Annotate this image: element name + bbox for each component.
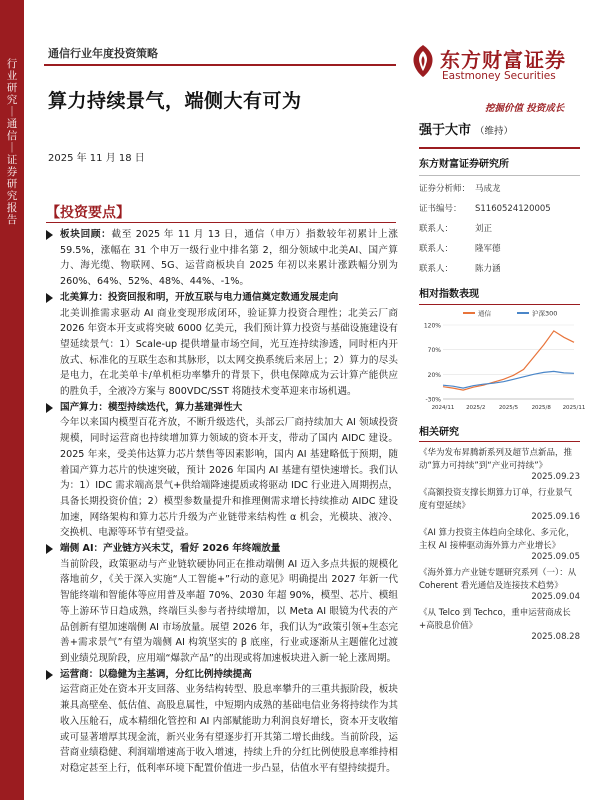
related-item-date: 2025.09.23 [531, 472, 580, 482]
related-item-date: 2025.08.28 [531, 632, 580, 642]
key-points-divider [46, 222, 396, 223]
y-tick-label: 20% [427, 371, 441, 379]
section-divider [419, 147, 580, 149]
related-item[interactable] [419, 567, 580, 602]
series-line-hs300 [443, 371, 574, 388]
bullet-icon [46, 230, 53, 240]
right-sidebar [419, 119, 586, 642]
thin-divider [419, 175, 580, 176]
related-item-title[interactable]: 《华为发布昇腾新系列及超节点新品，推动“算力可持续”到“产业可持续”》 [419, 448, 573, 471]
y-tick-label: 120% [423, 322, 441, 330]
document-type: 通信行业年度投资策略 [48, 47, 158, 60]
x-tick-label: 2024/11 [431, 405, 455, 411]
x-tick-label: 2025/5 [498, 405, 519, 411]
related-item-date: 2025.09.16 [531, 512, 580, 522]
rating [419, 119, 580, 138]
key-point-item [46, 290, 398, 400]
key-point-lead: 板块回顾： [60, 229, 112, 240]
brand-name-cn: 东方财富证券 [440, 48, 566, 72]
bullet-icon [46, 544, 53, 554]
series-line-telecom [443, 331, 574, 390]
x-tick-label: 2025/8 [531, 405, 551, 411]
related-item-title[interactable]: 《从 Telco 到 Techco，重申运营商成长+高股息价值》 [419, 608, 571, 631]
related-item-title[interactable]: 《高额投资支撑长期算力订单，行业景气度有望延续》 [419, 488, 573, 511]
key-point-text: 运营商正处在资本开支回落、业务结构转型、股息率攀升的三重共振阶段，板块兼具高壁垒、低估值、高股息属性，中短期内成熟的基础电信业务将持续作为其收入压舱石，成本精细化管控和 AI 内部赋能助力利润良好增长，资本开支收缩或可显著增厚其现金流，新兴业务有望逐步打开其第二增长曲线。当前阶段，运营商业绩稳健、利润端增速高于收入增速，持续上升的分红比例使股息率维持相对稳定甚至上行，低利率环境下配置价值进一步凸显，估值水平有望持续提升。 [60, 684, 398, 774]
key-point-lead: 运营商：以稳健为主基调，分红比例持续提高 [60, 668, 252, 680]
key-point-text: 北美训推需求驱动 AI 商业变现形成闭环，验证算力投资合理性；北美云厂商 2026 年资本开支或将突破 6000 亿美元，我们预计算力投资与基础设施建设有望延续景气：1）Scale-up 提供增量市场空间，光互连持续渗透，同时柜内开放式、标准化的互联生态和其脉形，以太网交换系统后来居上；2）算力的尽头是电力，在北美单卡/单机柜功率攀升的背景下，供电保障成为云计算产能供应的胜负手，全液冷方案与 800VDC/SST 将随技术变革迎来市场机遇。 [60, 307, 398, 398]
brand-logo-icon [408, 44, 438, 78]
section-divider [419, 441, 580, 442]
related-item-date: 2025.09.04 [531, 592, 580, 602]
bullet-icon [46, 293, 53, 303]
relative-performance-chart [419, 307, 586, 419]
related-item[interactable] [419, 487, 580, 522]
x-tick-label: 2025/11 [562, 405, 586, 411]
related-item[interactable] [419, 607, 580, 642]
analyst-row: 证券分析师： 马成龙 [419, 184, 501, 194]
analyst-row: 联系人： 陈力涵 [419, 264, 501, 274]
key-point-lead: 端侧 AI：产业链方兴未艾，看好 2026 年终端放量 [60, 543, 281, 555]
analyst-row: 证书编号： S1160524120005 [419, 204, 551, 214]
rating-value: 强于大市 [419, 123, 472, 138]
page-title: 算力持续景气，端侧大有可为 [48, 90, 302, 112]
key-point-item [46, 227, 398, 290]
key-point-text: 当前阶段，政策驱动与产业链软硬协同正在推动端侧 AI 迈入多点共振的规模化落地前夕，《关于深入实施“人工智能+”行动的意见》明确提出 2027 年新一代智能终端和智能体等应用普及率超 70%、2030 年超 90%，模型、芯片、模组等上游环节日趋成熟，终端巨头参与者持续增加，以 Meta AI 眼镜为代表的产品创新有望加速端侧 AI 市场放量。展望 2026 年，我们认为“政策引领+生态完善+需求景气”有望为端侧 AI 构筑坚实的 β 底座，行业或逐渐从主题催化过渡到业绩兑现阶段，应用端“爆款产品”的出现或将加速板块进入新一轮上涨周期。 [60, 558, 398, 664]
vertical-category-text: 行业研究｜通信｜证券研究报告 [6, 58, 18, 226]
related-list [419, 447, 580, 642]
brand-name-en: Eastmoney Securities [442, 70, 556, 82]
institute-name: 东方财富证券研究所 [419, 159, 509, 170]
analyst-row: 联系人： 隆军德 [419, 244, 501, 254]
chart-title: 相对指数表现 [419, 289, 479, 300]
bullet-icon [46, 403, 53, 413]
analyst-row: 联系人： 刘正 [419, 224, 493, 234]
related-item-title[interactable]: 《海外算力产业链专题研究系列（一）：从 Coherent 看光通信及连接技术趋势》 [419, 568, 577, 591]
related-item-date: 2025.09.05 [531, 552, 580, 562]
rating-note: （维持） [475, 126, 514, 137]
report-date: 2025 年 11 月 18 日 [48, 153, 145, 164]
related-title: 相关研究 [419, 427, 459, 438]
legend-label: 通信 [478, 309, 491, 318]
y-tick-label: -30% [425, 396, 441, 404]
key-point-text: 今年以来国内模型百花齐放，不断升级迭代，头部云厂商持续加大 AI 领域投资规模，同时运营商也持续增加算力领域的资本开支，带动了国内 AIDC 建设。2025 年来，受美伟达算力芯片禁售等因素影响，国内 AI 基建略低于预期，随着国产算力芯片的快速突破，预计 2026 年国内 AI 基建有望快速增长。我们认为：1）IDC 需求端高景气+供给端降速提质或将驱动 IDC 行业进入周期拐点，具备长期投资价值；2）模型参数量提升和推理侧需求增长持续推动 AIDC 建设加速，网络架构和算力芯片升级为产业链带来结构性 α 机会，光模块、液冷、交换机、电源等环节有望受益。 [60, 417, 398, 539]
header-divider [44, 64, 396, 66]
key-point-lead: 北美算力：投资回报和明，开放互联与电力通信奠定数通发展走向 [60, 291, 339, 303]
bullet-icon [46, 670, 53, 680]
y-tick-label: 70% [427, 347, 441, 355]
related-item-title[interactable]: 《AI 算力投资主体趋向全球化、多元化，主权 AI 接棒驱动海外算力产业增长》 [419, 528, 575, 551]
brand-slogan: 挖掘价值 投资成长 [485, 103, 565, 114]
key-points-heading: 【投资要点】 [46, 205, 130, 221]
key-point-item [46, 667, 398, 777]
legend-label: 沪深300 [532, 309, 558, 318]
key-point-item [46, 400, 398, 541]
analyst-list [419, 179, 580, 279]
related-item[interactable] [419, 527, 580, 562]
key-point-lead: 国产算力：模型持续迭代，算力基建弹性大 [60, 401, 243, 413]
key-points-body [46, 227, 398, 777]
related-item[interactable] [419, 447, 580, 482]
key-point-item [46, 541, 398, 667]
x-tick-label: 2025/2 [466, 405, 486, 411]
section-divider [419, 304, 580, 305]
key-point-text: 截至 2025 年 11 月 13 日，通信（申万）指数较年初累计上涨 59.5%，涨幅在 31 个申万一级行业中排名第 2，细分领域中北美AI、国产算力、海光缆、物联网、5G、运营商板块自 2025 年初以来累计涨跌幅分别为 260%、64%、52%、48%、44%、-1%。 [60, 229, 399, 288]
